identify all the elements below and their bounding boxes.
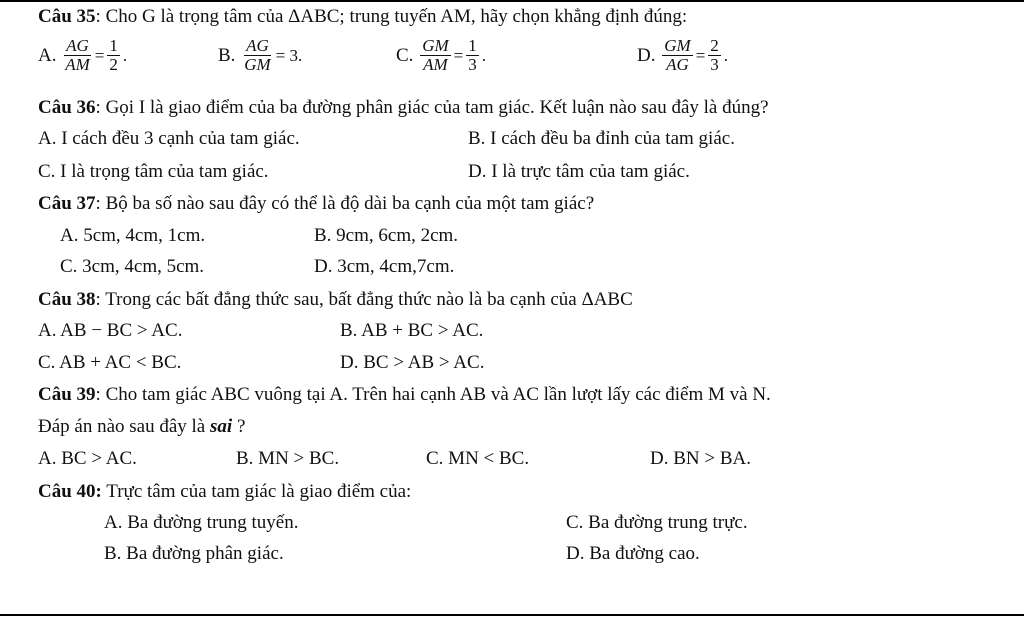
q36-option-c[interactable]: C. I là trọng tâm của tam giác. (38, 161, 269, 182)
q38-option-b[interactable]: B. AB + BC > AC. (340, 320, 484, 341)
q36-option-d[interactable]: D. I là trực tâm của tam giác. (468, 161, 690, 182)
question-38: Câu 38: Trong các bất đẳng thức sau, bất đẳng thức nào là ba cạnh của ΔABC (38, 289, 633, 310)
question-37: Câu 37: Bộ ba số nào sau đây có thể là độ dài ba cạnh của một tam giác? (38, 193, 595, 214)
top-border (0, 0, 1024, 2)
question-39-line2: Đáp án nào sau đây là sai ? (38, 416, 246, 437)
q39-option-b[interactable]: B. MN > BC. (236, 448, 340, 469)
q40-option-d[interactable]: D. Ba đường cao. (566, 543, 700, 564)
q39-option-d[interactable]: D. BN > BA. (650, 448, 751, 469)
q37-option-d[interactable]: D. 3cm, 4cm,7cm. (314, 256, 455, 277)
q40-option-a[interactable]: A. Ba đường trung tuyến. (104, 512, 299, 533)
question-39: Câu 39: Cho tam giác ABC vuông tại A. Trên hai cạnh AB và AC lần lượt lấy các điểm M và N. (38, 384, 771, 405)
q39-option-a[interactable]: A. BC > AC. (38, 448, 137, 469)
q38-option-c[interactable]: C. AB + AC < BC. (38, 352, 182, 373)
question-40: Câu 40: Trực tâm của tam giác là giao điểm của: (38, 481, 412, 502)
q37-option-c[interactable]: C. 3cm, 4cm, 5cm. (60, 256, 205, 277)
q40-option-c[interactable]: C. Ba đường trung trực. (566, 512, 748, 533)
q35-option-d[interactable]: D. $\frac{GM}{AG}$ = $\frac{2}{3}$ . (637, 36, 729, 74)
q38-option-d[interactable]: D. BC > AB > AC. (340, 352, 485, 373)
bottom-border (0, 614, 1024, 616)
q35-option-a[interactable]: A. $\frac{AG}{AM}$ = $\frac{1}{2}$ . (38, 36, 128, 74)
question-35: Câu 35: Cho G là trọng tâm của ΔABC; trung tuyến AM, hãy chọn khẳng định đúng: (38, 6, 688, 27)
q40-option-b[interactable]: B. Ba đường phân giác. (104, 543, 284, 564)
q38-option-a[interactable]: A. AB − BC > AC. (38, 320, 183, 341)
q39-option-c[interactable]: C. MN < BC. (426, 448, 530, 469)
q35-option-c[interactable]: C. $\frac{GM}{AM}$ = $\frac{1}{3}$ . (396, 36, 486, 74)
q36-option-b[interactable]: B. I cách đều ba đỉnh của tam giác. (468, 128, 735, 149)
q35-option-b[interactable]: B. $\frac{AG}{GM}$ = 3. (218, 36, 303, 74)
question-36: Câu 36: Gọi I là giao điểm của ba đường phân giác của tam giác. Kết luận nào sau đây là đúng? (38, 97, 769, 118)
q37-option-a[interactable]: A. 5cm, 4cm, 1cm. (60, 225, 206, 246)
q36-option-a[interactable]: A. I cách đều 3 cạnh của tam giác. (38, 128, 300, 149)
q37-option-b[interactable]: B. 9cm, 6cm, 2cm. (314, 225, 459, 246)
